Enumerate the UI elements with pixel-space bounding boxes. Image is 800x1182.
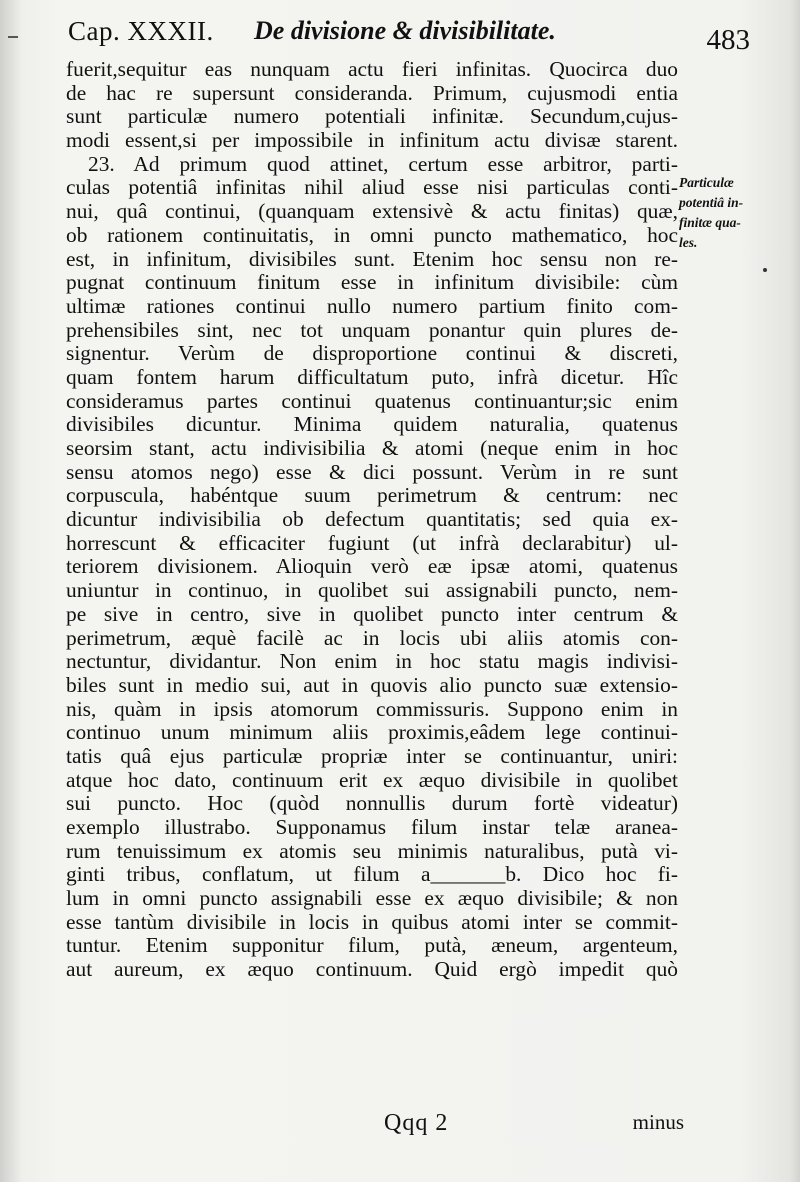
page-footer	[66, 1110, 684, 1140]
catchword: minus	[632, 1110, 684, 1134]
text-line: signentur. Verùm de disproportione continui & discreti,	[66, 341, 678, 366]
text-line: tuntur. Etenim supponitur filum, putà, æneum, argenteum,	[66, 933, 678, 958]
text-line: ob rationem continuitatis, in omni puncto mathematico, hoc	[66, 222, 678, 247]
text-line: 23. Ad primum quod attinet, certum esse arbitror, parti-	[88, 151, 678, 176]
running-header	[68, 14, 748, 54]
chapter-title: De divisione & divisibilitate.	[254, 16, 556, 45]
body-text	[66, 58, 678, 982]
text-line: rum tenuissimum ex atomis seu minimis naturalibus, putà vi-	[66, 838, 678, 863]
ink-speck	[763, 268, 767, 272]
text-line: nectuntur, dividantur. Non enim in hoc statu magis indivisi-	[66, 649, 678, 674]
text-line: consideramus partes continui quatenus continuantur;sic enim	[66, 388, 678, 413]
signature-mark: Qqq 2	[384, 1110, 449, 1136]
text-line: seorsim stant, actu indivisibilia & atomi (neque enim in hoc	[66, 436, 678, 460]
text-line: horrescunt & efficaciter fugiunt (ut infrà declarabitur) ul-	[66, 530, 678, 555]
text-line: sunt particulæ numero potentiali infinitæ. Secundum,cujus-	[66, 104, 678, 129]
text-line: culas potentiâ infinitas nihil aliud esse nisi particulas conti-	[66, 175, 678, 200]
text-line: exemplo illustrabo. Supponamus filum instar telæ aranea-	[66, 815, 678, 839]
margin-note-line: Particulæ	[679, 175, 734, 190]
chapter-label: Cap. XXXII.	[68, 16, 214, 46]
text-line: nis, quàm in ipsis atomorum commissuris. Suppono enim in	[66, 696, 678, 721]
margin-note-line: finitæ qua-	[679, 215, 741, 230]
margin-note	[679, 173, 769, 253]
text-line: de hac re supersunt consideranda. Primum, cujusmodi entia	[66, 80, 678, 105]
text-line: modi essent,si per impossibile in infinitum actu divisæ starent.	[66, 128, 678, 153]
text-line: est, in infinitum, divisibiles sunt. Etenim hoc sensu non re-	[66, 246, 678, 271]
text-line: teriorem divisionem. Alioquin verò eæ ipsæ atomi, quatenus	[66, 554, 678, 579]
text-line: aut aureum, ex æquo continuum. Quid ergò impedit quò	[66, 957, 678, 982]
text-line: fuerit,sequitur eas nunquam actu fieri infinitas. Quocirca duo	[66, 57, 678, 81]
text-line: sui puncto. Hoc (quòd nonnullis durum fortè videatur)	[66, 791, 678, 816]
text-line: continuo unum minimum aliis proximis,eâdem lege continui-	[66, 720, 678, 745]
margin-note-line: les.	[679, 235, 698, 250]
text-line: divisibiles dicuntur. Minima quidem naturalia, quatenus	[66, 412, 678, 437]
text-line: uniuntur in continuo, in quolibet sui assignabili puncto, nem-	[66, 578, 678, 603]
text-line: ginti tribus, conflatum, ut filum a_______b. Dico hoc fi-	[66, 862, 678, 887]
text-line: pe sive in centro, sive in quolibet puncto inter centrum &	[66, 601, 678, 626]
text-line: tatis quâ ejus particulæ propriæ inter se continuantur, uniri:	[66, 743, 678, 768]
text-line: pugnat continuum finitum esse in infinitum divisibile: cùm	[66, 270, 678, 295]
text-line: perimetrum, æquè facilè ac in locis ubi aliis atomis con-	[66, 625, 678, 650]
text-line: lum in omni puncto assignabili esse ex æquo divisibile; & non	[66, 886, 678, 911]
text-line: esse tantùm divisibile in locis in quibus atomi inter se commit-	[66, 909, 678, 934]
text-line: biles sunt in medio sui, aut in quovis alio puncto suæ extensio-	[66, 672, 678, 697]
page-number: 483	[706, 24, 750, 56]
margin-note-line: potentiâ in-	[679, 195, 744, 210]
text-line: atque hoc dato, continuum erit ex æquo divisibile in quolibet	[66, 767, 678, 792]
text-line: ultimæ rationes continui nullo numero partium finito com-	[66, 293, 678, 318]
text-line: sensu atomos nego) esse & dici possunt. Verùm in re sunt	[66, 459, 678, 484]
text-line: quam fontem harum difficultatum puto, infrà dicetur. Hîc	[66, 364, 678, 389]
text-line: corpuscula, habéntque suum perimetrum & centrum: nec	[66, 483, 678, 508]
text-line: prehensibiles sint, nec tot unquam ponantur quin plures de-	[66, 317, 678, 342]
edge-mark	[8, 36, 18, 38]
text-line: dicuntur indivisibilia ob defectum quantitatis; sed quia ex-	[66, 507, 678, 532]
text-line: nui, quâ continui, (quanquam extensivè & actu finitas) quæ,	[66, 199, 678, 224]
